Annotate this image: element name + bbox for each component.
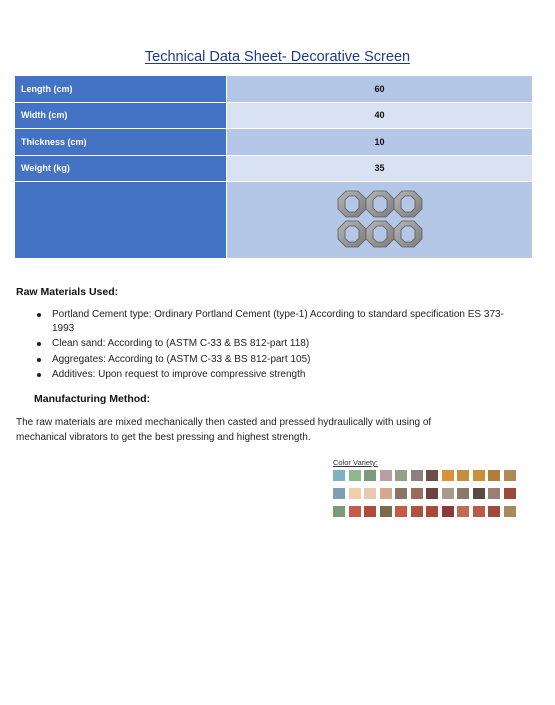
color-swatch	[411, 506, 423, 517]
color-swatch	[380, 488, 392, 499]
color-swatch	[488, 506, 500, 517]
color-swatch	[504, 488, 516, 499]
color-swatch	[349, 470, 361, 481]
list-item: Additives: Upon request to improve compressive strength	[34, 368, 504, 382]
manufacturing-text: The raw materials are mixed mechanically then casted and pressed hydraulically with using of mechanical vibrators to get the best pressing and highest strength.	[16, 417, 432, 443]
color-swatch	[426, 488, 438, 499]
spec-row-weight	[15, 156, 532, 183]
color-swatch	[473, 506, 485, 517]
spec-label: Thickness (cm)	[15, 129, 227, 156]
color-swatch	[457, 488, 469, 499]
product-image-cell	[227, 182, 532, 259]
page-title: Technical Data Sheet- Decorative Screen	[144, 49, 411, 65]
spec-value: 35	[227, 156, 532, 183]
color-swatch	[364, 506, 376, 517]
color-swatch	[395, 470, 407, 481]
empty-label-cell	[15, 182, 227, 259]
color-swatch	[504, 506, 516, 517]
color-swatch	[488, 470, 500, 481]
color-swatch	[395, 488, 407, 499]
color-swatch	[411, 488, 423, 499]
color-swatch	[333, 470, 345, 481]
list-item: Aggregates: According to (ASTM C-33 & BS 812-part 105)	[34, 353, 504, 367]
color-variety-title: Color Variety:	[333, 458, 378, 467]
spec-value: 60	[227, 76, 532, 103]
spec-value: 10	[227, 129, 532, 156]
color-swatch	[473, 470, 485, 481]
color-swatch	[349, 506, 361, 517]
color-variety-chart	[330, 458, 520, 517]
color-swatch-grid	[333, 470, 520, 517]
color-swatch	[457, 470, 469, 481]
color-swatch	[333, 506, 345, 517]
color-swatch	[442, 488, 454, 499]
spec-label: Length (cm)	[15, 76, 227, 103]
color-swatch	[442, 470, 454, 481]
manufacturing-heading: Manufacturing Method:	[34, 393, 151, 405]
spec-row-width	[15, 103, 532, 130]
spec-row-length	[15, 76, 532, 103]
raw-materials-list	[34, 308, 504, 384]
decorative-screen-block-image	[332, 189, 427, 251]
color-swatch	[488, 488, 500, 499]
color-swatch	[349, 488, 361, 499]
color-swatch	[411, 470, 423, 481]
color-swatch	[442, 506, 454, 517]
spec-label: Width (cm)	[15, 103, 227, 130]
color-swatch	[333, 488, 345, 499]
color-swatch	[380, 506, 392, 517]
color-swatch	[395, 506, 407, 517]
color-swatch	[504, 470, 516, 481]
spec-row-image	[15, 182, 532, 259]
color-swatch	[380, 470, 392, 481]
color-swatch	[457, 506, 469, 517]
list-item: Portland Cement type: Ordinary Portland Cement (type-1) According to standard specification ES 373-1993	[34, 308, 504, 335]
color-swatch	[364, 488, 376, 499]
list-item: Clean sand: According to (ASTM C-33 & BS 812-part 118)	[34, 337, 504, 351]
specs-table	[15, 76, 532, 259]
spec-label: Weight (kg)	[15, 156, 227, 183]
color-swatch	[364, 470, 376, 481]
color-swatch	[426, 470, 438, 481]
color-swatch	[473, 488, 485, 499]
raw-materials-heading: Raw Materials Used:	[16, 286, 119, 298]
color-swatch	[426, 506, 438, 517]
spec-value: 40	[227, 103, 532, 130]
spec-row-thickness	[15, 129, 532, 156]
